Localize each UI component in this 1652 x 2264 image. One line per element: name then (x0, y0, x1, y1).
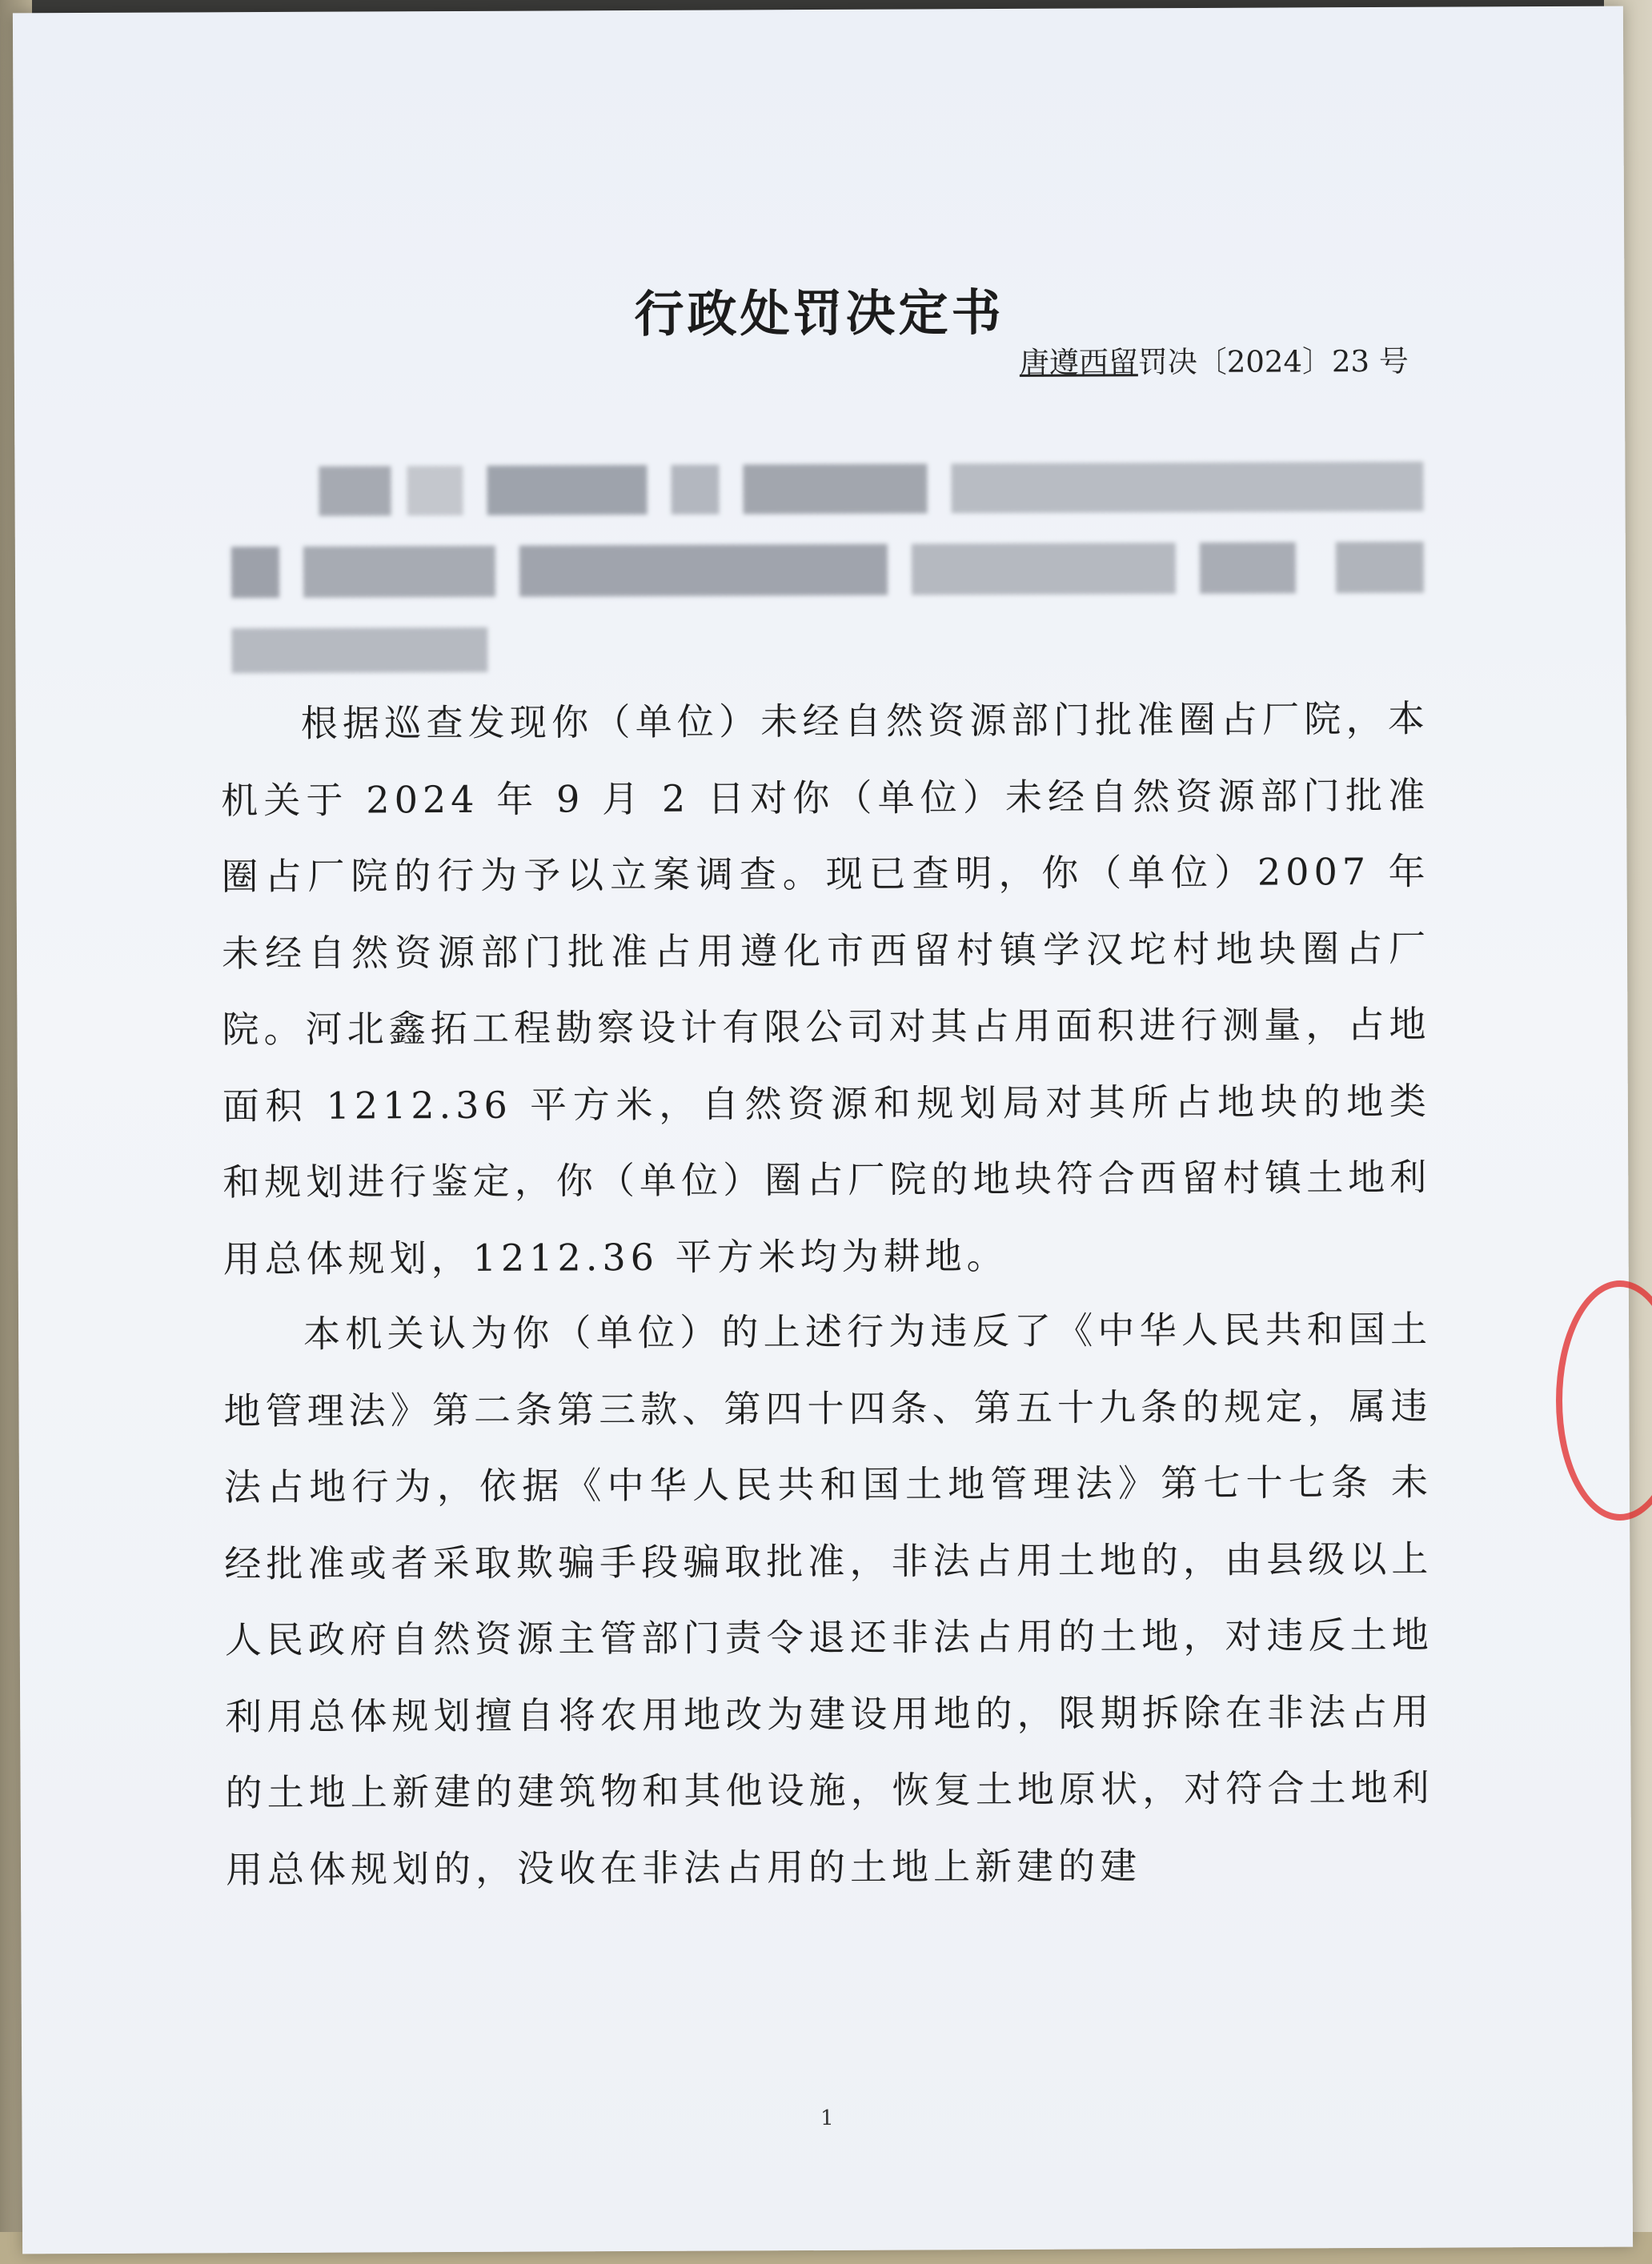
document-number-suffix: 罚决〔2024〕23 号 (1137, 343, 1409, 380)
document-page (13, 6, 1633, 2254)
page-number: 1 (820, 2106, 834, 2131)
paragraph-decision: 本机关认为你（单位）的上述行为违反了《中华人民共和国土地管理法》第二条第三款、第四十四条、第五十九条的规定，属违法占地行为，依据《中华人民共和国土地管理法》第七十七条 未经批准或者采取欺骗手段骗取批准，非法占用土地的，由县级以上人民政府自然资源主管部门责令退还非法占用的土地，对违反土地利用总体规划擅自将农用地改为建设用地的，限期拆除在非法占用的土地上新建的建筑物和其他设施，恢复土地原状，对符合土地利用总体规划的，没收在非法占用的土地上新建的建 (223, 1307, 1434, 1891)
redacted-line-3 (231, 627, 487, 673)
document-title: 行政处罚决定书 (634, 283, 1004, 344)
redacted-line-2 (231, 542, 1424, 599)
redacted-line-1 (319, 462, 1423, 516)
paragraph-findings: 根据巡查发现你（单位）未经自然资源部门批准圈占厂院，本机关于 2024 年 9 月 2 日对你（单位）未经自然资源部门批准圈占厂院的行为予以立案调查。现已查明，你（单位）2007 年未经自然资源部门批准占用遵化市西留村镇学汉坨村地块圈占厂院。河北鑫拓工程勘察设计有限公司对其占用面积进行测量，占地面积 1212.36 平方米，自然资源和规划局对其所占地块的地类和规划进行鉴定，你（单位）圈占厂院的地块符合西留村镇土地利用总体规划，1212.36 平方米均为耕地。 (221, 696, 1432, 1280)
document-number (1020, 337, 1409, 382)
document-number-prefix: 唐遵西留 (1019, 345, 1138, 380)
